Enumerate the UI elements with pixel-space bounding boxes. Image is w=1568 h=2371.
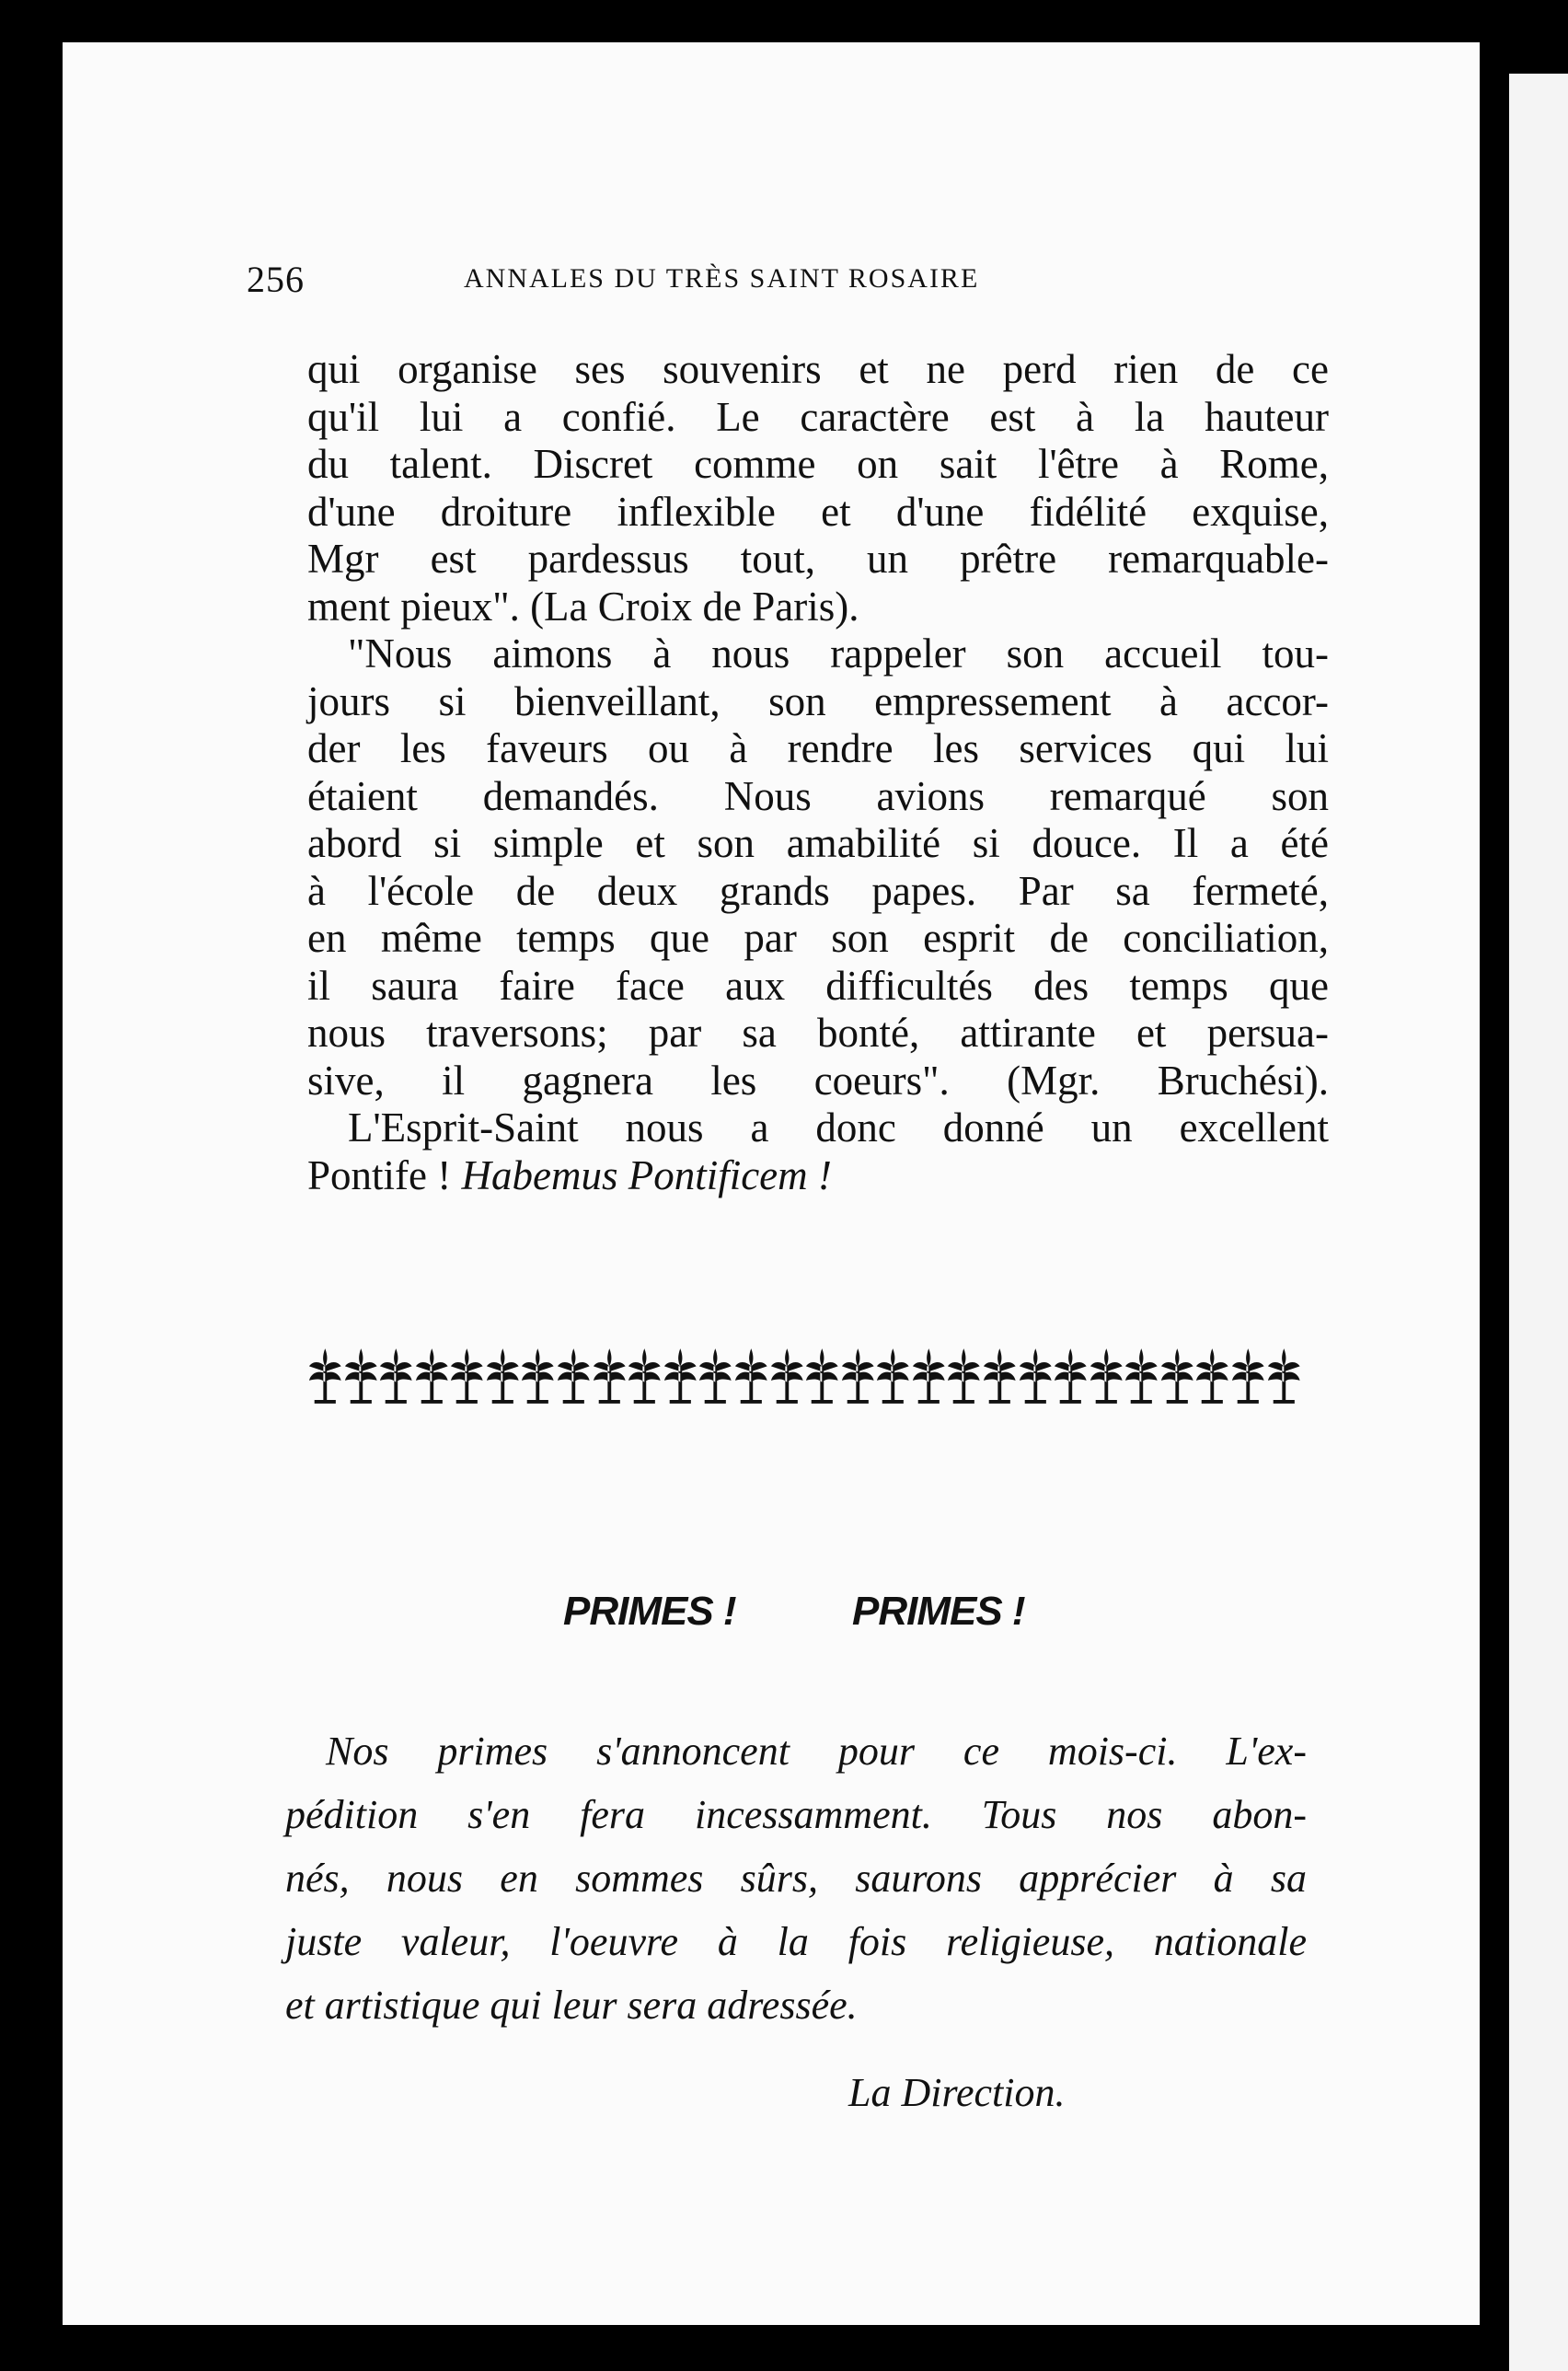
body-text	[307, 346, 1329, 1199]
fleuron-icon	[627, 1346, 663, 1406]
fleuron-icon	[698, 1346, 733, 1406]
fleuron-icon	[343, 1346, 379, 1406]
body-line: du talent. Discret comme on sait l'être à Rome,	[307, 441, 1329, 487]
running-title: ANNALES DU TRÈS SAINT ROSAIRE	[464, 263, 980, 294]
fleuron-icon	[592, 1346, 628, 1406]
fleuron-icon	[1194, 1346, 1230, 1406]
fleuron-icon	[1053, 1346, 1089, 1406]
fleuron-icon	[840, 1346, 876, 1406]
fleuron-icon	[804, 1346, 840, 1406]
body-line: il saura faire face aux difficultés des temps que	[307, 962, 1329, 1009]
notice-text	[285, 1719, 1307, 2037]
fleuron-icon	[1124, 1346, 1159, 1406]
notice-line: nés, nous en sommes sûrs, saurons apprécier à sa	[285, 1856, 1307, 1901]
body-line: ment pieux". (La Croix de Paris).	[307, 583, 859, 630]
fleuron-icon	[485, 1346, 521, 1406]
fleuron-icon	[769, 1346, 805, 1406]
final-line-prefix: Pontife !	[307, 1151, 462, 1198]
fleuron-icon	[911, 1346, 947, 1406]
fleuron-icon	[414, 1346, 450, 1406]
notice-line: juste valeur, l'oeuvre à la fois religieuse, nationale	[285, 1919, 1307, 1964]
signature: La Direction.	[848, 2070, 1066, 2115]
body-line: der les faveurs ou à rendre les services qui lui	[307, 725, 1329, 771]
notice-line: pédition s'en fera incessamment. Tous nos abon-	[285, 1792, 1307, 1837]
body-line: sive, il gagnera les coeurs". (Mgr. Bruchési).	[307, 1057, 1329, 1104]
body-line: en même temps que par son esprit de conciliation,	[307, 915, 1329, 961]
body-final-line	[307, 1152, 1329, 1200]
notice-line: Nos primes s'annoncent pour ce mois-ci. L'ex-	[326, 1729, 1307, 1774]
notice-line: et artistique qui leur sera adressée.	[285, 1983, 858, 2028]
fleuron-icon	[733, 1346, 769, 1406]
body-line: qu'il lui a confié. Le caractère est à la hauteur	[307, 393, 1329, 440]
adjacent-page-edge	[1509, 74, 1568, 2371]
fleuron-icon	[556, 1346, 592, 1406]
body-line: qui organise ses souvenirs et ne perd rien de ce	[307, 346, 1329, 392]
body-line: nous traversons; par sa bonté, attirante et persua-	[307, 1010, 1329, 1056]
fleuron-icon	[663, 1346, 698, 1406]
notice-heading: PRIMES !	[563, 1589, 736, 1634]
ornamental-divider	[307, 1344, 1301, 1408]
body-line: L'Esprit-Saint nous a donc donné un excellent	[348, 1105, 1329, 1151]
page-number: 256	[247, 259, 305, 300]
fleuron-icon	[875, 1346, 911, 1406]
body-line: "Nous aimons à nous rappeler son accueil tou-	[348, 630, 1329, 677]
fleuron-icon	[378, 1346, 414, 1406]
latin-phrase: Habemus Pontificem !	[461, 1151, 832, 1198]
fleuron-icon	[946, 1346, 982, 1406]
body-line: Mgr est pardessus tout, un prêtre remarquable-	[307, 536, 1329, 582]
fleuron-icon	[1159, 1346, 1195, 1406]
body-line: jours si bienveillant, son empressement à accor-	[307, 677, 1329, 724]
fleuron-icon	[1266, 1346, 1302, 1406]
page-header	[247, 258, 1119, 300]
fleuron-icon	[307, 1346, 343, 1406]
body-line: d'une droiture inflexible et d'une fidélité exquise,	[307, 488, 1329, 535]
fleuron-icon	[449, 1346, 485, 1406]
fleuron-icon	[1018, 1346, 1054, 1406]
fleuron-icon	[520, 1346, 556, 1406]
body-line: à l'école de deux grands papes. Par sa fermeté,	[307, 867, 1329, 914]
body-line: abord si simple et son amabilité si douce. Il a été	[307, 820, 1329, 866]
fleuron-icon	[982, 1346, 1018, 1406]
fleuron-icon	[1089, 1346, 1124, 1406]
fleuron-icon	[1230, 1346, 1266, 1406]
notice-heading: PRIMES !	[852, 1589, 1025, 1634]
body-line: étaient demandés. Nous avions remarqué son	[307, 772, 1329, 819]
